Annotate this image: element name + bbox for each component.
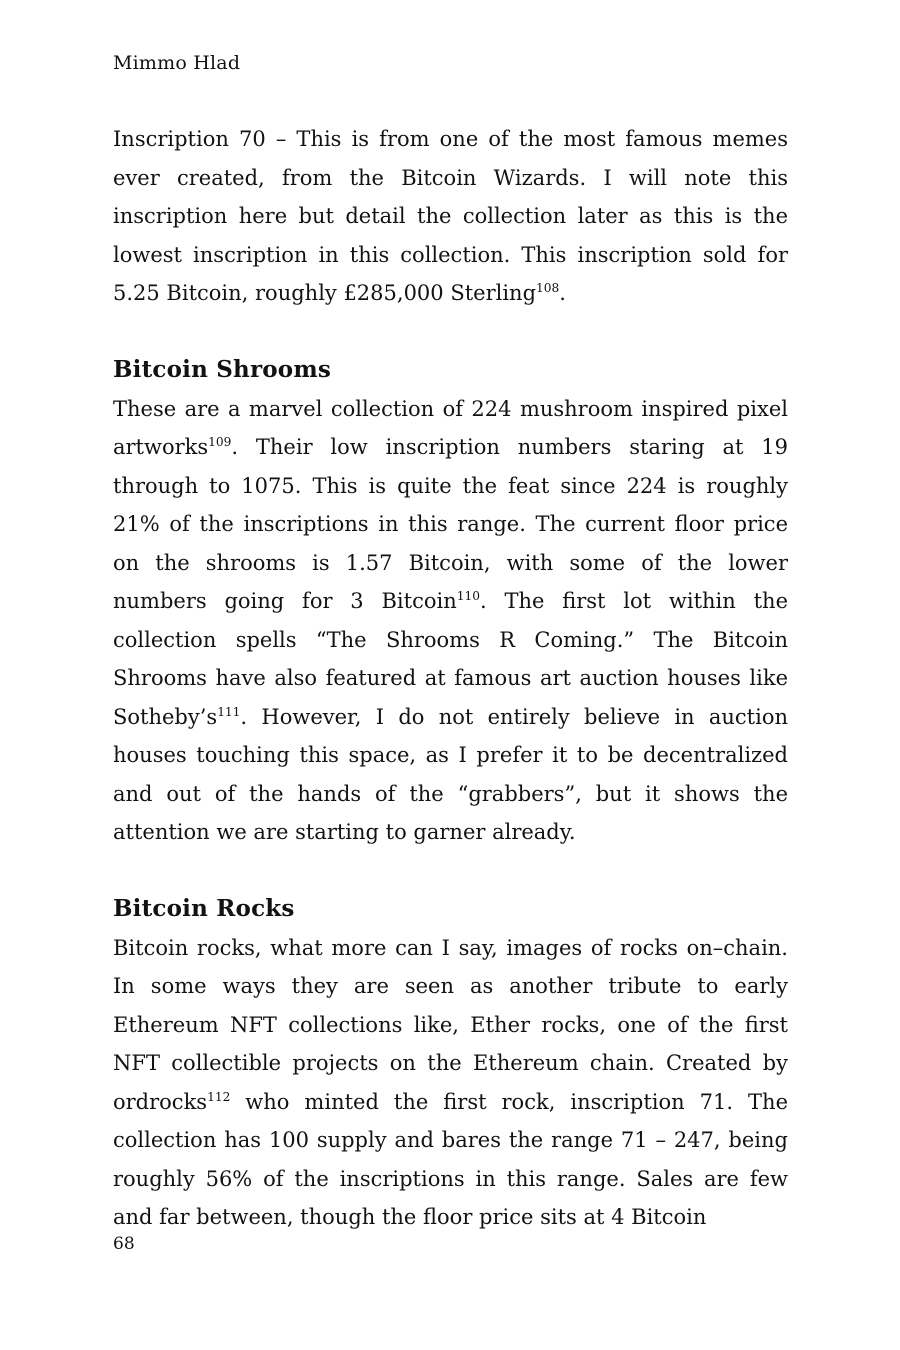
footnote-reference: 110 <box>456 589 480 603</box>
running-header: Mimmo Hlad <box>113 52 241 74</box>
footnote-reference: 111 <box>217 704 241 719</box>
page-number: 68 <box>113 1234 135 1254</box>
section-inscription-70 <box>113 120 788 313</box>
paragraph-bitcoin-rocks: Bitcoin rocks, what more can I say, images of rocks on–chain. In some ways they are seen as another tribute to early Ethereum NFT collections like, Ether rocks, one of the first NFT collectible projects on the Ethereum chain. Created by ordrocks$^{112}$ who minted the first rock, inscription 71. The collection has 100 supply and bares the range 71 – 247, being roughly 56% of the inscriptions in this range. Sales are few and far between, though the floor price sits at 4 Bitcoin <box>113 935 788 1229</box>
paragraph-bitcoin-shrooms: These are a marvel collection of 224 mushroom inspired pixel artworks$^{109}$. Their low inscription numbers staring at 19 through to 1075. This is quite the feat since 224 is roughly 21% of the inscriptions in this range. The current floor price on the shrooms is 1.57 Bitcoin, with some of the lower numbers going for 3 Bitcoin$^{110}$. The first lot within the collection spells “The Shrooms R Coming.” The Bitcoin Shrooms have also featured at famous art auction houses like $Sotheby’s^{111}$. However, I do not entirely believe in auction houses touching this space, as I prefer it to be decentralized and out of the hands of the “grabbers”, but it shows the attention we are starting to garner already. <box>113 396 788 844</box>
section-heading-bitcoin-rocks: Bitcoin Rocks <box>113 895 295 922</box>
footnote-reference: 109 <box>208 435 232 449</box>
footnote-reference: 108 <box>536 281 560 295</box>
paragraph-inscription-70: Inscription 70 – This is from one of the most famous memes ever created, from the Bitcoin Wizards. I will note this inscription here but detail the collection later as this is the lowest inscription in this collection. This inscription sold for 5.25 Bitcoin, roughly £285,000 Sterling$^{108}$. <box>113 127 788 305</box>
footnote-reference: 112 <box>207 1089 231 1104</box>
section-bitcoin-rocks <box>113 890 788 1237</box>
section-bitcoin-shrooms <box>113 351 788 852</box>
page-body <box>113 120 788 1237</box>
section-heading-bitcoin-shrooms: Bitcoin Shrooms <box>113 356 332 383</box>
